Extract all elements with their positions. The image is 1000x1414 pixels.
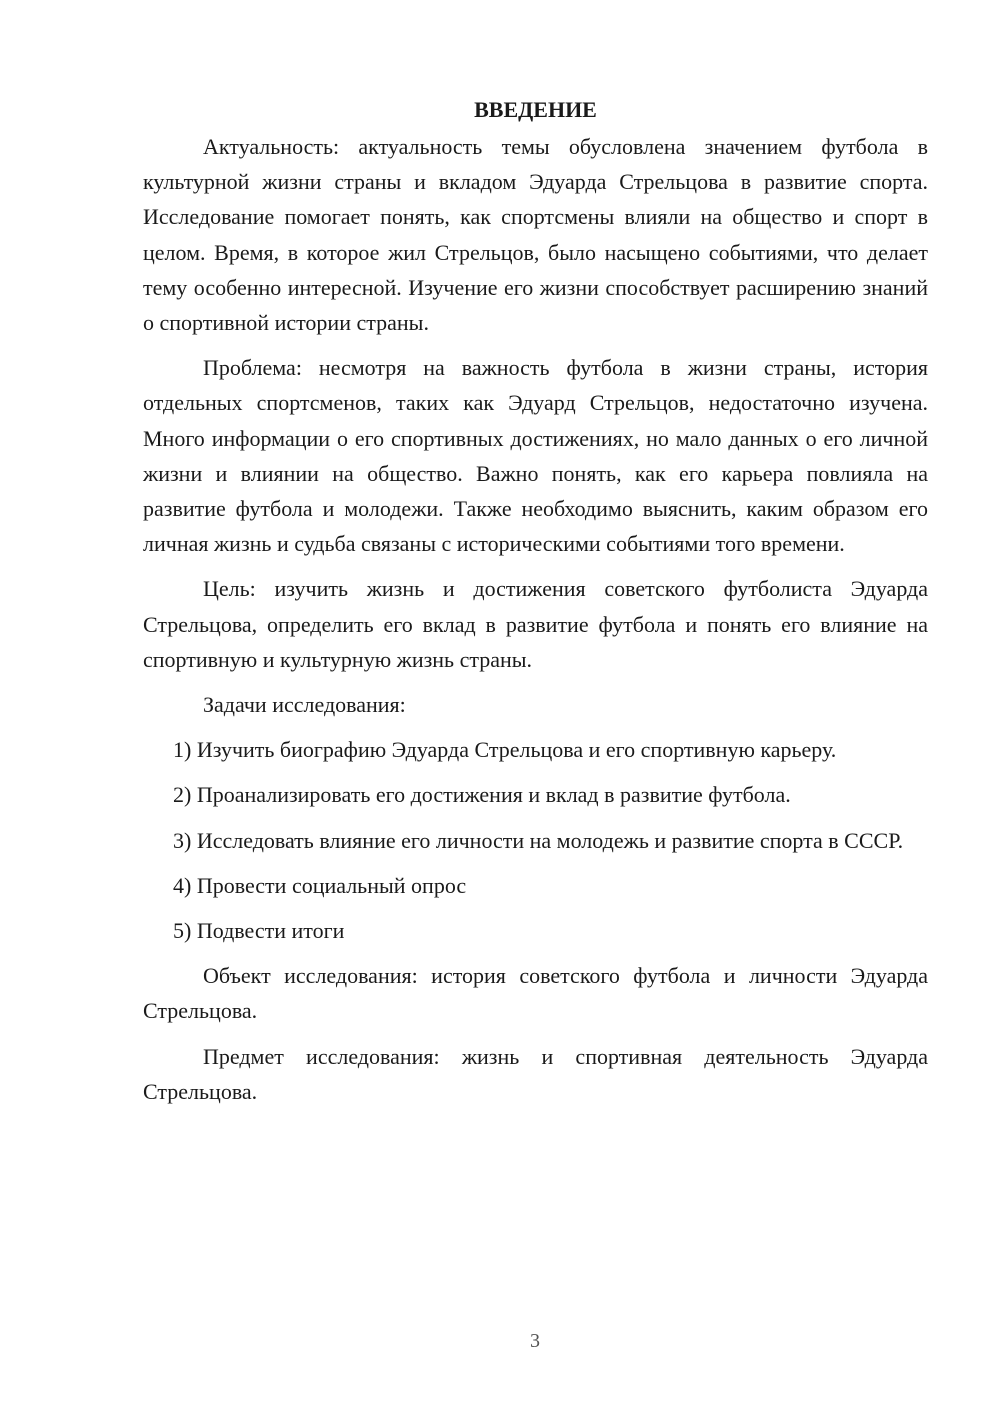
paragraph-problem: Проблема: несмотря на важность футбола в жизни страны, история отдельных спортсменов, таких как Эдуард Стрельцов, недостаточно изучена. Много информации о его спортивных достижениях, но мало данных о его личной жизни и влиянии на общество. Важно понять, как его карьера повлияла на развитие футбола и молодежи. Также необходимо выяснить, каким образом его личная жизнь и судьба связаны с историческими событиями того времени. <box>143 355 928 557</box>
section-title: ВВЕДЕНИЕ <box>474 97 597 122</box>
list-item: 3) Исследовать влияние его личности на молодежь и развитие спорта в СССР. <box>173 827 904 853</box>
list-item: 1) Изучить биографию Эдуарда Стрельцова и его спортивную карьеру. <box>173 737 837 763</box>
tasks-list <box>143 732 928 948</box>
list-item: 4) Провести социальный опрос <box>173 872 467 898</box>
document-page <box>143 92 928 1119</box>
list-item: 5) Подвести итоги <box>173 918 345 944</box>
paragraph-object: Объект исследования: история советского футбола и личности Эдуарда Стрельцова. <box>143 963 928 1024</box>
paragraph-goal: Цель: изучить жизнь и достижения советского футболиста Эдуарда Стрельцова, определить его вклад в развитие футбола и понять его влияние на спортивную и культурную жизнь страны. <box>143 576 928 672</box>
list-item: 2) Проанализировать его достижения и вклад в развитие футбола. <box>173 782 791 808</box>
paragraph-subject: Предмет исследования: жизнь и спортивная деятельность Эдуарда Стрельцова. <box>143 1043 928 1104</box>
paragraph-relevance: Актуальность: актуальность темы обусловлена значением футбола в культурной жизни страны и вкладом Эдуарда Стрельцова в развитие спорта. Исследование помогает понять, как спортсмены влияли на общество и спорт в целом. Время, в которое жил Стрельцов, было насыщено событиями, что делает тему особенно интересной. Изучение его жизни способствует расширению знаний о спортивной истории страны. <box>143 134 928 336</box>
paragraph-tasks-heading: Задачи исследования: <box>203 692 406 718</box>
page-number: 3 <box>530 1330 540 1352</box>
